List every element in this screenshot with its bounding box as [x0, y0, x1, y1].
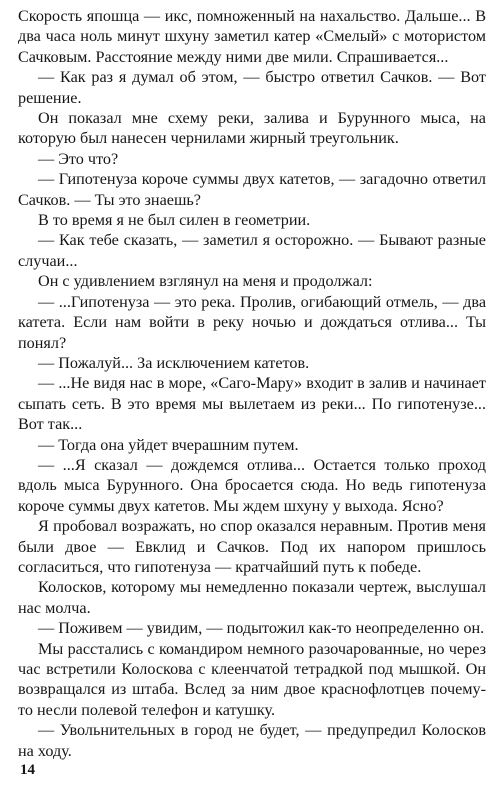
paragraph-9: — ...Гипотенуза — это река. Пролив, огибающий отмель, — два катета. Если нам войти в реку ночью и дождаться отлива... Ты понял?	[18, 292, 486, 352]
paragraph-18: — Увольнительных в город не будет, — предупредил Колосков на ходу.	[18, 721, 486, 760]
paragraph-11: — ...Не видя нас в море, «Саго-Мару» входит в залив и начинает сыпать сеть. В это время мы вылетаем из реки... По гипотенузе... Вот так...	[18, 374, 486, 434]
paragraph-1: Скорость япошца — икс, помноженный на нахальство. Дальше... В два часа ноль минут шхуну заметил катер «Смелый» с мотористом Сачковым. Расстояние между ними две мили. Спрашивается...	[18, 7, 486, 66]
paragraph-8: Он с удивлением взглянул на меня и продолжал:	[38, 272, 373, 291]
paragraph-3: Он показал мне схему реки, залива и Бурунного мыса, на которую был нанесен чернилами жирный треугольник.	[18, 109, 486, 148]
paragraph-10: — Пожалуй... За исключением катетов.	[38, 353, 310, 372]
paragraph-5: — Гипотенуза короче суммы двух катетов, — загадочно ответил Сачков. — Ты это знаешь?	[18, 170, 486, 209]
paragraph-12: — Тогда она уйдет вчерашним путем.	[38, 435, 299, 454]
paragraph-4: — Это что?	[38, 149, 119, 168]
paragraph-6: В то время я не был силен в геометрии.	[38, 211, 311, 230]
paragraph-7: — Как тебе сказать, — заметил я осторожно. — Бывают разные случаи...	[18, 231, 486, 270]
paragraph-17: Мы расстались с командиром немного разочарованные, но через час встретили Колоскова с клеенчатой тетрадкой под мышкой. Он возвращался из штаба. Вслед за ним двое краснофлотцев почему-то несли полевой телефон и катушку.	[18, 639, 486, 719]
paragraph-16: — Поживем — увидим, — подытожил как-то неопределенно он.	[38, 619, 485, 638]
paragraph-13: — ...Я сказал — дождемся отлива... Остается только проход вдоль мыса Бурунного. Она бросается сюда. Но ведь гипотенуза короче суммы двух катетов. Мы ждем шхуну у выхода. Ясно?	[18, 455, 486, 515]
paragraph-2: — Как раз я думал об этом, — быстро ответил Сачков. — Вот решение.	[18, 68, 486, 107]
page-number: 14	[20, 762, 35, 778]
page-body	[18, 6, 486, 761]
paragraph-15: Колосков, которому мы немедленно показали чертеж, выслушал нас молча.	[18, 578, 486, 617]
paragraph-14: Я пробовал возражать, но спор оказался неравным. Против меня были двое — Евклид и Сачков. Под их напором пришлось согласиться, что гипотенуза — кратчайший путь к победе.	[18, 517, 486, 576]
